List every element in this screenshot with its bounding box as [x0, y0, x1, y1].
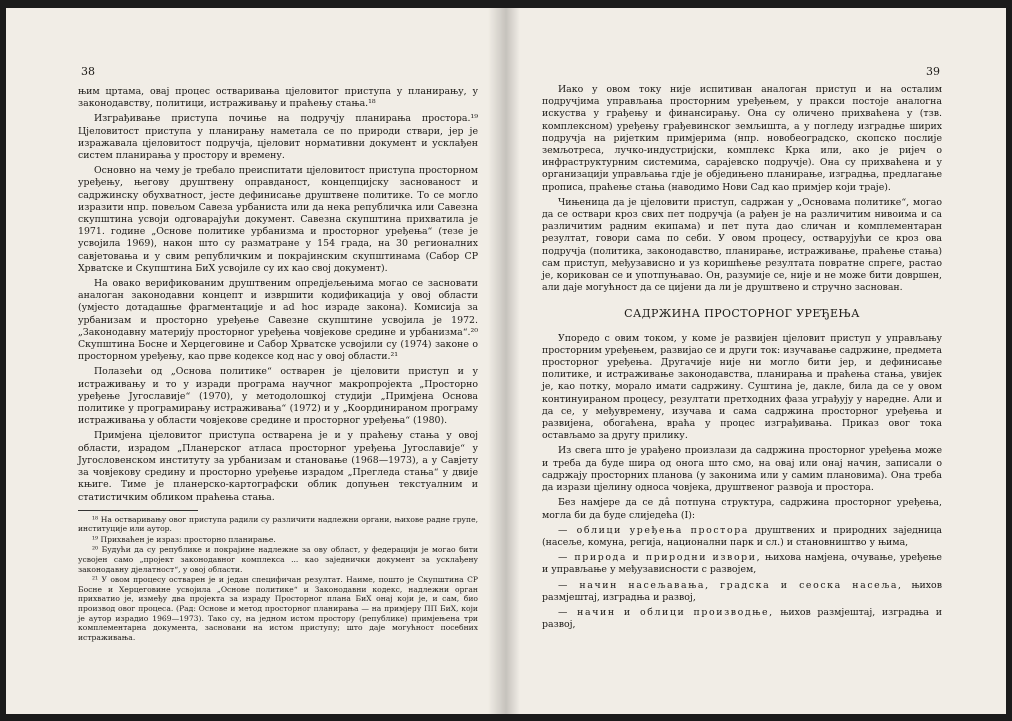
gutter-shadow: [506, 8, 520, 714]
paragraph: Чињеница да је цјеловити приступ, садржан у „Основама политике“, могао да се оствари кроз свих пет подручја (а рађен је на различитим нивоима и са различитим радним екипама) и пет пута дао сличан и комплементаран резултат, говори сама по себи. У овом процесу, остварујући се кроз ова подручја (политика, законодавство, планирање, истраживање, праћење стања) сам приступ, међузависно и уз коришћење резултата повратне спреге, растао је, корикован се и употпуњавао. Он, разумије се, није и не може бити довршен, али даје могућност да се цијени да ли је друштвено и стручно заснован.: [542, 196, 942, 294]
list-item-text: друштвених и природних заједница (насеље, комуна, регија, национални парк и сл.) и становништво у њима,: [542, 524, 943, 548]
left-page-body: [78, 86, 478, 642]
footnote: ¹⁸ На остваривању овог приступа радили су различити надлежни органи, њихове радне групе, институције или аутор.: [78, 514, 478, 534]
list-item-lead: — начин и облици производње,: [558, 606, 774, 618]
book-spread: [6, 8, 1006, 714]
footnotes: [78, 515, 478, 643]
paragraph: Примјена цјеловитог приступа остварена је и у праћењу стања у овој области, израдом „Планерског атласа просторног уређења Југославије“ у Југословенском институту за урбанизам и становање (1968—1973), а у Савјету за човјекову средину и просторно уређење израдом „Прегледа стања“ у двије књиге. Тиме је планерско-картографски облик допуњен текстуалним и статистичким обликом праћења стања.: [78, 430, 478, 503]
list-item-text: њихова намјена, очување, уређење и управљање у међузависности с развојем,: [542, 552, 942, 576]
gutter-shadow: [488, 8, 506, 714]
list-item: [542, 552, 942, 576]
list-item-text: њихов размјештај, изградња и развој,: [542, 579, 942, 603]
footnote: ²¹ У овом процесу остварен је и један специфичан резултат. Наиме, пошто је Скупштина СР Босне и Херцеговине усвојила „Основе политике“ и Законодавни кодекс, надлежни орган прихватио је, између два пројекта за израду Просторног плана БиХ онај који је, и сам, био производ овог процеса. (Рад: Основе и метод просторног планирања — на примјеру ПП БиХ, који је аутор израдио 1969—1973). Тако су, на једном истом простору (републике) примјењена три комплементарна документа, засновани на истом приступу; што даје могућност посебних истраживања.: [78, 575, 478, 642]
list-item: [542, 525, 942, 549]
left-page: [6, 8, 506, 714]
right-page: [506, 8, 1006, 714]
list-item-lead: — облици уређења простора: [558, 524, 749, 536]
page-number: 39: [926, 65, 940, 78]
paragraph: На овако верификованим друштвеним опредјељењима могао се засновати аналоган законодавни концепт и извршити кодификација у овој области (умјесто дотадашње фрагментације и ad hoc израде закона). Комисија за урбанизам и просторно уређење Савезне скупштине усвојила је 1972. „Законодавну материју просторног уређења човјекове средине и урбанизма“.²⁰ Скупштина Босне и Херцеговине и Сабор Хрватске усвојили су (1974) законе о просторном уређењу, као прве кодексе код нас у овој области.²¹: [78, 278, 478, 363]
list-item: [542, 580, 942, 604]
section-heading: САДРЖИНА ПРОСТОРНОГ УРЕЂЕЊА: [624, 307, 860, 321]
paragraph: Полазећи од „Основа политике“ остварен је цјеловити приступ и у истраживању и то у изради програма научног макропројекта „Просторно уређење Југославије“ (1970), у методолошкој студији „Примјена Основа политике у програмирању истраживања“ (1972) и у „Координираном програму истраживања у области човјекове средине и просторног уређења“ (1980).: [78, 366, 478, 427]
paragraph: Иако у овом току није испитиван аналоган приступ и на осталим подручјима управљања просторним уређењем, у пракси постоје аналогна искуства у грађењу и финансирању. Она су оличено прихваћена у (тзв. комплексном) уређењу грађевинског земљишта, а у погледу изградње ширих подручја на ријетким примјерима (нпр. новобеоградско, скопско послије земљотреса, лучко-индустријски, комплекс Крка или, ако је ријеч о инфраструктурним системима, сарајевско подручје). Она су прихваћена и у организацији управљања гдје је обједињено планирање, изградња, предлагање прописа, праћење стања (наводимо Нови Сад као примјер који траје).: [542, 84, 942, 193]
paragraph: њим цртама, овај процес остваривања цјеловитог приступа у планирању, у законодавству, политици, истраживању и праћењу стања.¹⁸: [78, 86, 478, 110]
paragraph: Изграђивање приступа почиње на подручју планирања простора.¹⁹ Цјеловитост приступа у планирању наметала се по природи ствари, јер је изражавала цјеловитост подручја, цјеловит нормативни документ и усклађен систем планирања у простору и времену.: [78, 113, 478, 162]
list-item-text: њихов размјештај, изградња и развој,: [542, 606, 942, 631]
footnote-rule: [78, 510, 198, 511]
list-item-lead: — начин насељавања, градска и сеоска насеља,: [558, 579, 903, 591]
paragraph: Без намјере да се дâ потпуна структура, садржина просторног уређења, могла би да буде слиједећа (I):: [542, 497, 942, 521]
footnote: ¹⁹ Прихваћен је израз: просторно планирање.: [92, 534, 276, 544]
list-item: [542, 607, 942, 631]
paragraph: Из свега што је урађено произлази да садржина просторног уређења може и треба да буде шира од онога што смо, на овај или онај начин, записали о садржају просторних планова (у законима или у самим плановима). Она треба да изрази цјелину односа човјека, друштвеног развоја и простора.: [542, 445, 942, 494]
paragraph: Упоредо с овим током, у коме је развијен цјеловит приступ у управљању просторним уређењем, развијао се и други ток: изучавање садржине, предмета просторног уређења. Другачије није ни могло бити јер, и дефинисање политике, и истраживање законодавства, планирања и праћења стања, увијек је, као потку, морало имати садржину. Суштина је, дакле, била да се у овом континуираном процесу, резултати претходних фаза уграђују у наредне. Али и да се, у међувремену, изучава и сама садржина просторног уређења и развијена, обогаћена, враћа у процес изграђивања. Приказ овог тока остављамо за другу прилику.: [542, 332, 942, 442]
paragraph: Основно на чему је требало преиспитати цјеловитост приступа просторном уређењу, његову друштвену оправданост, концепцијску заснованост и садржинску обухватност, јесте дефинисање друштвене политике. То се могло изразити нпр. повељом Савеза урбаниста или да нека републичка или Савезна скупштина усвоји одговарајући документ. Савезна скупштина прихватила је 1971. године „Основе политике урбанизма и просторног уређења“ (тезе је усвојила 1969), након што су разматране у 154 града, на 30 регионалних савјетовања и у свим републичким и покрајинским скупштинама (Сабор СР Хрватске и Скупштина БиХ усвојиле су их као свој документ).: [78, 165, 478, 274]
right-page-body: [542, 84, 942, 631]
footnote: ²⁰ Будући да су републике и покрајине надлежне за ову област, у федерацији је могао бити усвојен само „пројект законодавног комплекса ... као заједнички документ за усклађену законодавну дјелатност“, у овој области.: [78, 545, 478, 574]
page-number: 38: [81, 65, 95, 78]
list-item-lead: — природа и природни извори,: [558, 552, 762, 564]
